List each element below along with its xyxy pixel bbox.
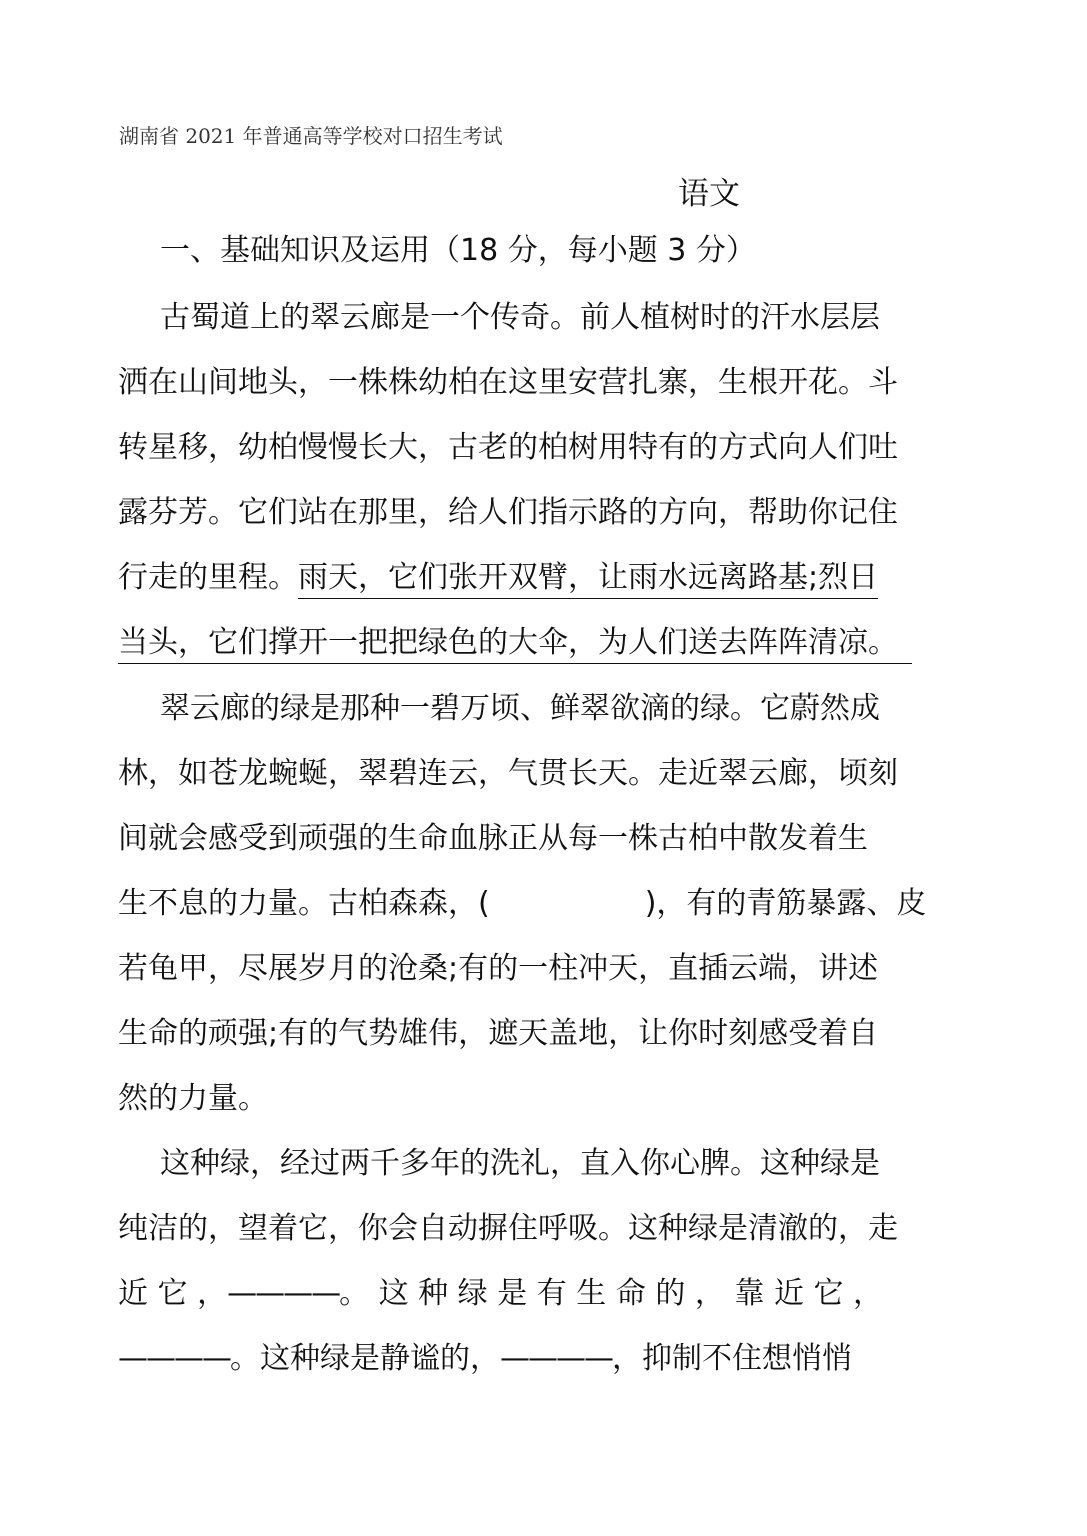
passage-text: )，有的青筋暴露、皮: [644, 886, 927, 921]
passage-line: [118, 884, 926, 924]
passage-line: 生命的顽强;有的气势雄伟，遮天盖地，让你时刻感受着自: [118, 1016, 879, 1051]
passage-line: 然的力量。: [118, 1081, 268, 1116]
passage-text: 。 这 种 绿 是 有 生 命 的 ， 靠 近 它 ，: [339, 1276, 884, 1311]
blank-dash: ————: [118, 1341, 230, 1376]
passage-text: 。这种绿是静谧的，: [230, 1341, 500, 1376]
passage-line: 间就会感受到顽强的生命血脉正从每一株古柏中散发着生: [118, 821, 868, 856]
passage-line: [118, 623, 912, 663]
underlined-sentence: 雨天，它们张开双臂，让雨水远离路基;烈日: [298, 560, 878, 599]
passage-line: 这种绿，经过两千多年的洗礼，直入你心脾。这种绿是: [160, 1146, 880, 1181]
section-heading: 一、基础知识及运用（18 分，每小题 3 分）: [160, 233, 756, 268]
passage-line: [118, 1274, 883, 1314]
blank-dash: ————: [227, 1276, 340, 1311]
passage-line: 转星移，幼柏慢慢长大，古老的柏树用特有的方式向人们吐: [118, 430, 898, 465]
passage-line: 若龟甲，尽展岁月的沧桑;有的一柱冲天，直插云端，讲述: [118, 951, 879, 986]
passage-line: 翠云廊的绿是那种一碧万顷、鲜翠欲滴的绿。它蔚然成: [160, 691, 880, 726]
exam-title: 湖南省 2021 年普通高等学校对口招生考试: [119, 124, 503, 148]
passage-text: 生不息的力量。古柏森森，(: [118, 886, 490, 921]
passage-line: 纯洁的，望着它，你会自动摒住呼吸。这种绿是清澈的，走: [118, 1211, 898, 1246]
passage-line: 古蜀道上的翠云廊是一个传奇。前人植树时的汗水层层: [160, 300, 880, 335]
blank-dash: ————: [500, 1341, 612, 1376]
passage-text: 行走的里程。: [118, 560, 298, 595]
passage-line: [118, 558, 878, 598]
passage-line: 露芬芳。它们站在那里，给人们指示路的方向，帮助你记住: [118, 495, 898, 530]
passage-line: 洒在山间地头，一株株幼柏在这里安营扎寨，生根开花。斗: [118, 365, 898, 400]
passage-line: 林，如苍龙蜿蜒，翠碧连云，气贯长天。走近翠云廊，顷刻: [118, 756, 898, 791]
underlined-sentence: 当头，它们撑开一把把绿色的大伞，为人们送去阵阵清凉。: [118, 625, 912, 664]
passage-text: ，抑制不住想悄悄: [612, 1341, 852, 1376]
passage-line: [118, 1339, 852, 1379]
passage-text: 近 它 ，: [118, 1276, 228, 1311]
subject-title: 语文: [678, 176, 740, 212]
